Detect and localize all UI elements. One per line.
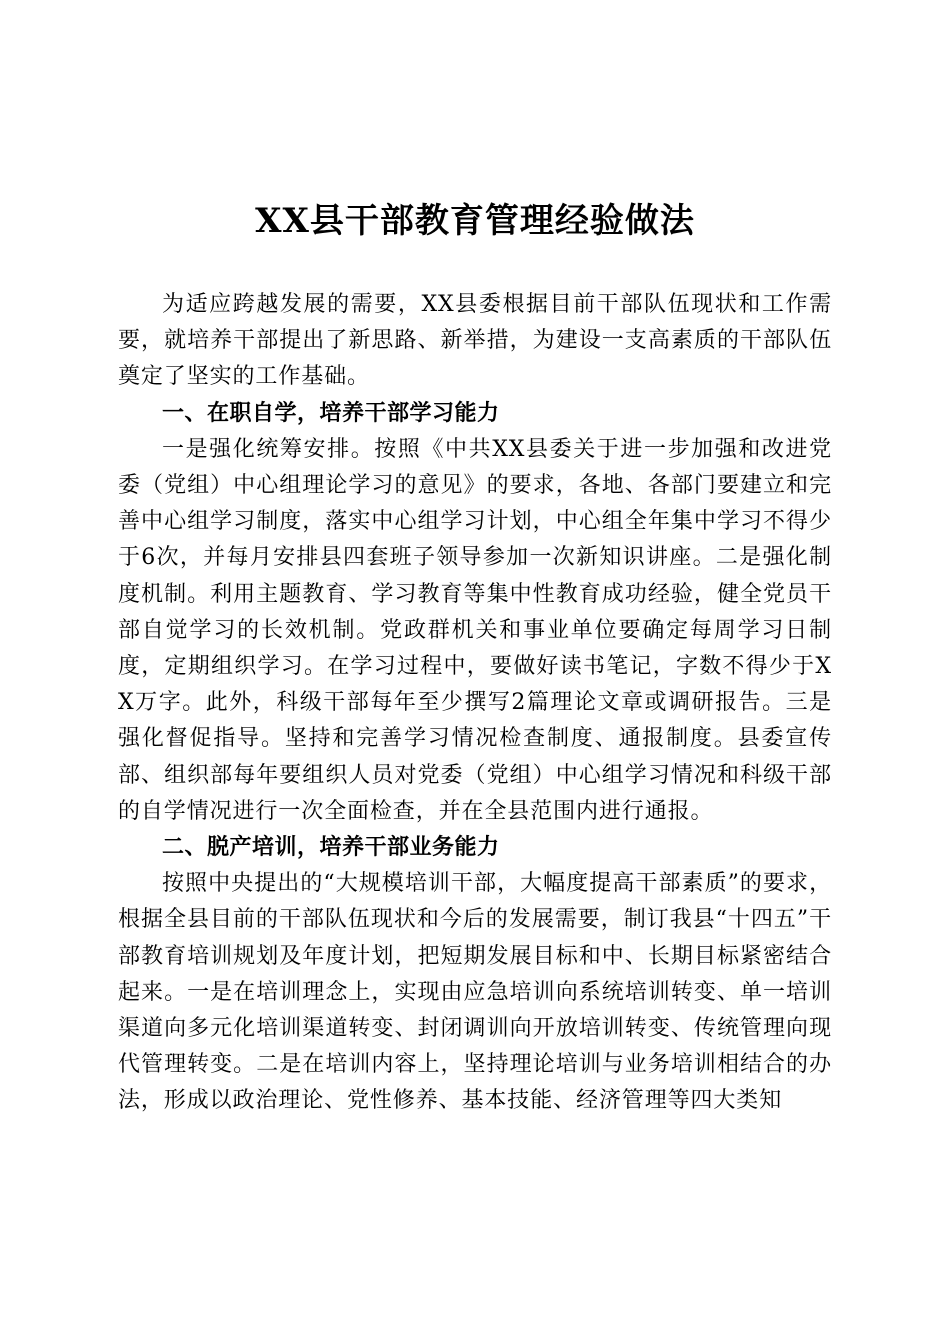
intro-paragraph: 为适应跨越发展的需要，XX县委根据目前干部队伍现状和工作需要，就培养干部提出了新思路、新举措，为建设一支高素质的干部队伍奠定了坚实的工作基础。 bbox=[118, 292, 832, 390]
document-body bbox=[118, 287, 832, 1120]
section-heading-2: 二、脱产培训，培养干部业务能力 bbox=[162, 835, 500, 861]
section-body-1: 一是强化统筹安排。按照《中共XX县委关于进一步加强和改进党委（党组）中心组理论学习的意见》的要求，各地、各部门要建立和完善中心组学习制度，落实中心组学习计划，中心组全年集中学习不得少于6次，并每月安排县四套班子领导参加一次新知识讲座。二是强化制度机制。利用主题教育、学习教育等集中性教育成功经验，健全党员干部自觉学习的长效机制。党政群机关和事业单位要确定每周学习日制度，定期组织学习。在学习过程中，要做好读书笔记，字数不得少于XX万字。此外，科级干部每年至少撰写2篇理论文章或调研报告。三是强化督促指导。坚持和完善学习情况检查制度、通报制度。县委宣传部、组织部每年要组织人员对党委（党组）中心组学习情况和科级干部的自学情况进行一次全面检查，并在全县范围内进行通报。 bbox=[118, 436, 832, 824]
section-body-2: 按照中央提出的“大规模培训干部，大幅度提高干部素质”的要求，根据全县目前的干部队伍现状和今后的发展需要，制订我县“十四五”干部教育培训规划及年度计划，把短期发展目标和中、长期目标紧密结合起来。一是在培训理念上，实现由应急培训向系统培训转变、单一培训渠道向多元化培训渠道转变、封闭调训向开放培训转变、传统管理向现代管理转变。二是在培训内容上，坚持理论培训与业务培训相结合的办法，形成以政治理论、党性修养、基本技能、经济管理等四大类知 bbox=[118, 871, 832, 1114]
section-heading-1: 一、在职自学，培养干部学习能力 bbox=[162, 400, 500, 426]
document-title: XX县干部教育管理经验做法 bbox=[255, 201, 695, 241]
